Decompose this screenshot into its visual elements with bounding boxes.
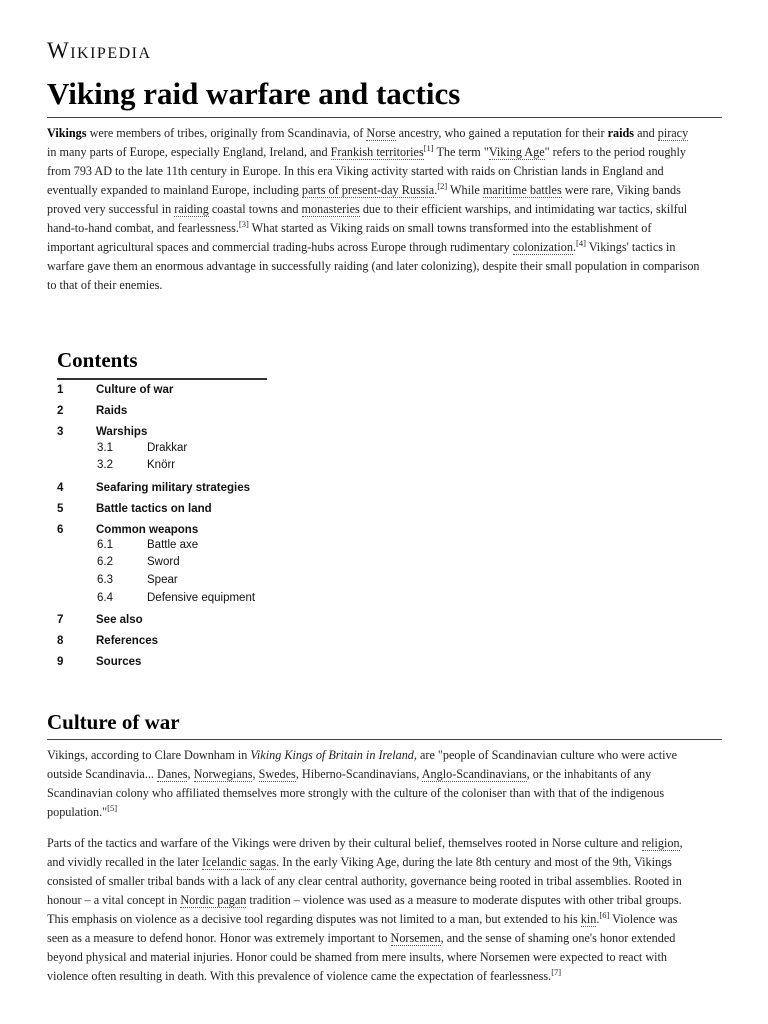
- link-kin[interactable]: kin: [580, 912, 597, 926]
- toc-number: 9: [57, 656, 64, 668]
- link-parts-of-russia[interactable]: parts of present-day Russia: [301, 183, 435, 197]
- intro-line: warfare gave them an enormous advantage in successfully raiding (and later colonizing), despite their small population in comparison: [47, 259, 700, 273]
- term-raids: raids: [607, 126, 635, 140]
- text: ,: [252, 767, 259, 781]
- intro-line: [47, 200, 723, 219]
- toc-number: 8: [57, 635, 64, 647]
- text: , and the sense of shaming one's honor extended: [440, 931, 676, 945]
- text: Vikings' tactics in: [585, 240, 676, 254]
- link-religion[interactable]: religion: [641, 836, 680, 850]
- toc-label[interactable]: Raids: [96, 405, 128, 417]
- toc-label[interactable]: See also: [96, 614, 143, 626]
- paragraph-line: [47, 746, 723, 765]
- toc-divider: [57, 378, 267, 380]
- toc-number: 6: [57, 524, 64, 536]
- text: and vividly recalled in the later: [47, 855, 202, 869]
- text: honour – a vital concept in: [47, 893, 181, 907]
- toc-number: 6.3: [97, 574, 113, 586]
- toc-number: 6.1: [97, 539, 113, 551]
- text: violence often resulting in death. With this prevalence of violence came the expectation of fearlessness.: [47, 969, 552, 983]
- text: .: [596, 912, 600, 926]
- text: . In the early Viking Age, during the late 8th century and most of the 9th, Vikings: [276, 855, 672, 869]
- text: , are "people of Scandinavian culture who were active: [413, 748, 678, 762]
- toc-number: 2: [57, 405, 64, 417]
- toc-label[interactable]: Drakkar: [147, 442, 188, 454]
- toc-label[interactable]: Spear: [147, 574, 178, 586]
- link-danes[interactable]: Danes: [157, 767, 188, 781]
- text: and: [634, 126, 658, 140]
- toc-number: 3.2: [97, 459, 113, 471]
- text: " refers to the period roughly: [544, 145, 686, 159]
- paragraph-line: [47, 910, 723, 929]
- toc-number: 4: [57, 482, 64, 494]
- link-nordic-pagan[interactable]: Nordic pagan: [180, 893, 247, 907]
- text: While: [447, 183, 483, 197]
- toc-number: 5: [57, 503, 64, 515]
- text: What started as Viking raids on small towns transformed into the establishment of: [248, 221, 652, 235]
- paragraph-line: [47, 891, 723, 910]
- link-maritime-battles[interactable]: maritime battles: [482, 183, 562, 197]
- toc-number: 3: [57, 426, 64, 438]
- intro-line: [47, 181, 723, 200]
- term-vikings: Vikings: [47, 126, 87, 140]
- toc-label[interactable]: Knörr: [147, 459, 176, 471]
- text: were members of tribes, originally from Scandinavia, of: [86, 126, 367, 140]
- paragraph-line: consisted of smaller tribal bands with a lack of any clear central authority, governance being rooted in tribal assemblies. Rooted in: [47, 874, 682, 888]
- text: proved very successful in: [47, 202, 175, 216]
- citation[interactable]: [5]: [107, 802, 118, 813]
- text: ,: [679, 836, 683, 850]
- citation[interactable]: [1]: [423, 142, 434, 153]
- toc-label[interactable]: Battle tactics on land: [96, 503, 212, 515]
- link-viking-age[interactable]: Viking Age: [488, 145, 545, 159]
- intro-line: [47, 124, 723, 143]
- paragraph-line: [47, 765, 723, 784]
- toc-label[interactable]: Sword: [147, 556, 180, 568]
- citation[interactable]: [2]: [437, 180, 448, 191]
- toc-title: Contents: [57, 348, 138, 372]
- text: due to their efficient warships, and intimidating war tactics, skilful: [359, 202, 688, 216]
- link-raiding[interactable]: raiding: [174, 202, 209, 216]
- text: coastal towns and: [208, 202, 302, 216]
- text: tradition – violence was used as a measure to moderate disputes with other tribal groups.: [246, 893, 682, 907]
- toc-number: 6.4: [97, 592, 113, 604]
- link-monasteries[interactable]: monasteries: [301, 202, 360, 216]
- text: Parts of the tactics and warfare of the Vikings were driven by their cultural belief, themselves rooted in Norse culture and: [47, 836, 642, 850]
- intro-line: [47, 219, 723, 238]
- link-norse[interactable]: Norse: [366, 126, 396, 140]
- link-piracy[interactable]: piracy: [657, 126, 689, 140]
- paragraph-line: [47, 929, 723, 948]
- wikipedia-wordmark[interactable]: Wikipedia: [47, 38, 152, 63]
- text: eventually expanded to mainland Europe, including: [47, 183, 302, 197]
- page-title: Viking raid warfare and tactics: [47, 76, 461, 111]
- text: hand-to-hand combat, and fearlessness.: [47, 221, 239, 235]
- intro-line: [47, 143, 723, 162]
- text: Vikings, according to Clare Downham in: [47, 748, 251, 762]
- citation[interactable]: [4]: [575, 237, 586, 248]
- text: , or the inhabitants of any: [526, 767, 652, 781]
- toc-label[interactable]: References: [96, 635, 159, 647]
- paragraph-line: Scandinavian colony who affiliated themselves more strongly with the culture of the coloniser than with that of the indigenous: [47, 786, 665, 800]
- toc-label[interactable]: Warships: [96, 426, 148, 438]
- link-icelandic-sagas[interactable]: Icelandic sagas: [202, 855, 277, 869]
- text: .: [572, 240, 576, 254]
- toc-number: 1: [57, 384, 64, 396]
- text: in many parts of Europe, especially England, Ireland, and: [47, 145, 331, 159]
- text: This emphasis on violence as a decisive tool regarding disputes was not limited to a man, but extended to his: [47, 912, 581, 926]
- text: ancestry, who gained a reputation for their: [395, 126, 608, 140]
- toc-label[interactable]: Common weapons: [96, 524, 199, 536]
- toc-label[interactable]: Sources: [96, 656, 142, 668]
- toc-label[interactable]: Battle axe: [147, 539, 199, 551]
- toc-number: 7: [57, 614, 64, 626]
- text: were rare, Viking bands: [561, 183, 681, 197]
- text: population.": [47, 805, 108, 819]
- paragraph-line: [47, 834, 723, 853]
- text: outside Scandinavia...: [47, 767, 158, 781]
- link-norwegians[interactable]: Norwegians: [193, 767, 253, 781]
- toc-label[interactable]: Defensive equipment: [147, 592, 256, 604]
- text: The term ": [433, 145, 489, 159]
- text: seen as a measure to defend honor. Honor was extremely important to: [47, 931, 391, 945]
- link-colonization[interactable]: colonization: [512, 240, 573, 254]
- intro-line: from 793 AD to the late 11th century in Europe. In this era Viking activity started with raids on Christian lands in England and: [47, 164, 664, 178]
- text: important agricultural spaces and commercial trading-hubs across Europe through rudimentary: [47, 240, 513, 254]
- text: Violence was: [609, 912, 678, 926]
- paragraph-line: [47, 853, 723, 872]
- intro-line: to that of their enemies.: [47, 278, 163, 292]
- paragraph-line: [47, 803, 723, 822]
- citation[interactable]: [7]: [551, 966, 562, 977]
- text: , Hiberno-Scandinavians,: [295, 767, 422, 781]
- toc-label[interactable]: Culture of war: [96, 384, 174, 396]
- citation[interactable]: [6]: [599, 909, 610, 920]
- toc-label[interactable]: Seafaring military strategies: [96, 482, 251, 494]
- link-norsemen[interactable]: Norsemen: [390, 931, 441, 945]
- citation[interactable]: [3]: [238, 218, 249, 229]
- toc-number: 6.2: [97, 556, 113, 568]
- toc-number: 3.1: [97, 442, 113, 454]
- link-swedes[interactable]: Swedes: [258, 767, 296, 781]
- text: .: [434, 183, 438, 197]
- link-anglo-scandinavians[interactable]: Anglo-Scandinavians: [421, 767, 527, 781]
- title-divider: [47, 117, 722, 118]
- paragraph-line: beyond physical and material injuries. Honor could be shamed from mere insults, where Norsemen were expected to react with: [47, 950, 668, 964]
- intro-line: [47, 238, 723, 257]
- paragraph-line: [47, 967, 723, 986]
- link-frankish-territories[interactable]: Frankish territories: [330, 145, 424, 159]
- book-title: Viking Kings of Britain in Ireland: [250, 748, 414, 762]
- section-heading-culture-of-war: Culture of war: [47, 710, 180, 734]
- text: ,: [187, 767, 194, 781]
- section-divider: [47, 739, 722, 740]
